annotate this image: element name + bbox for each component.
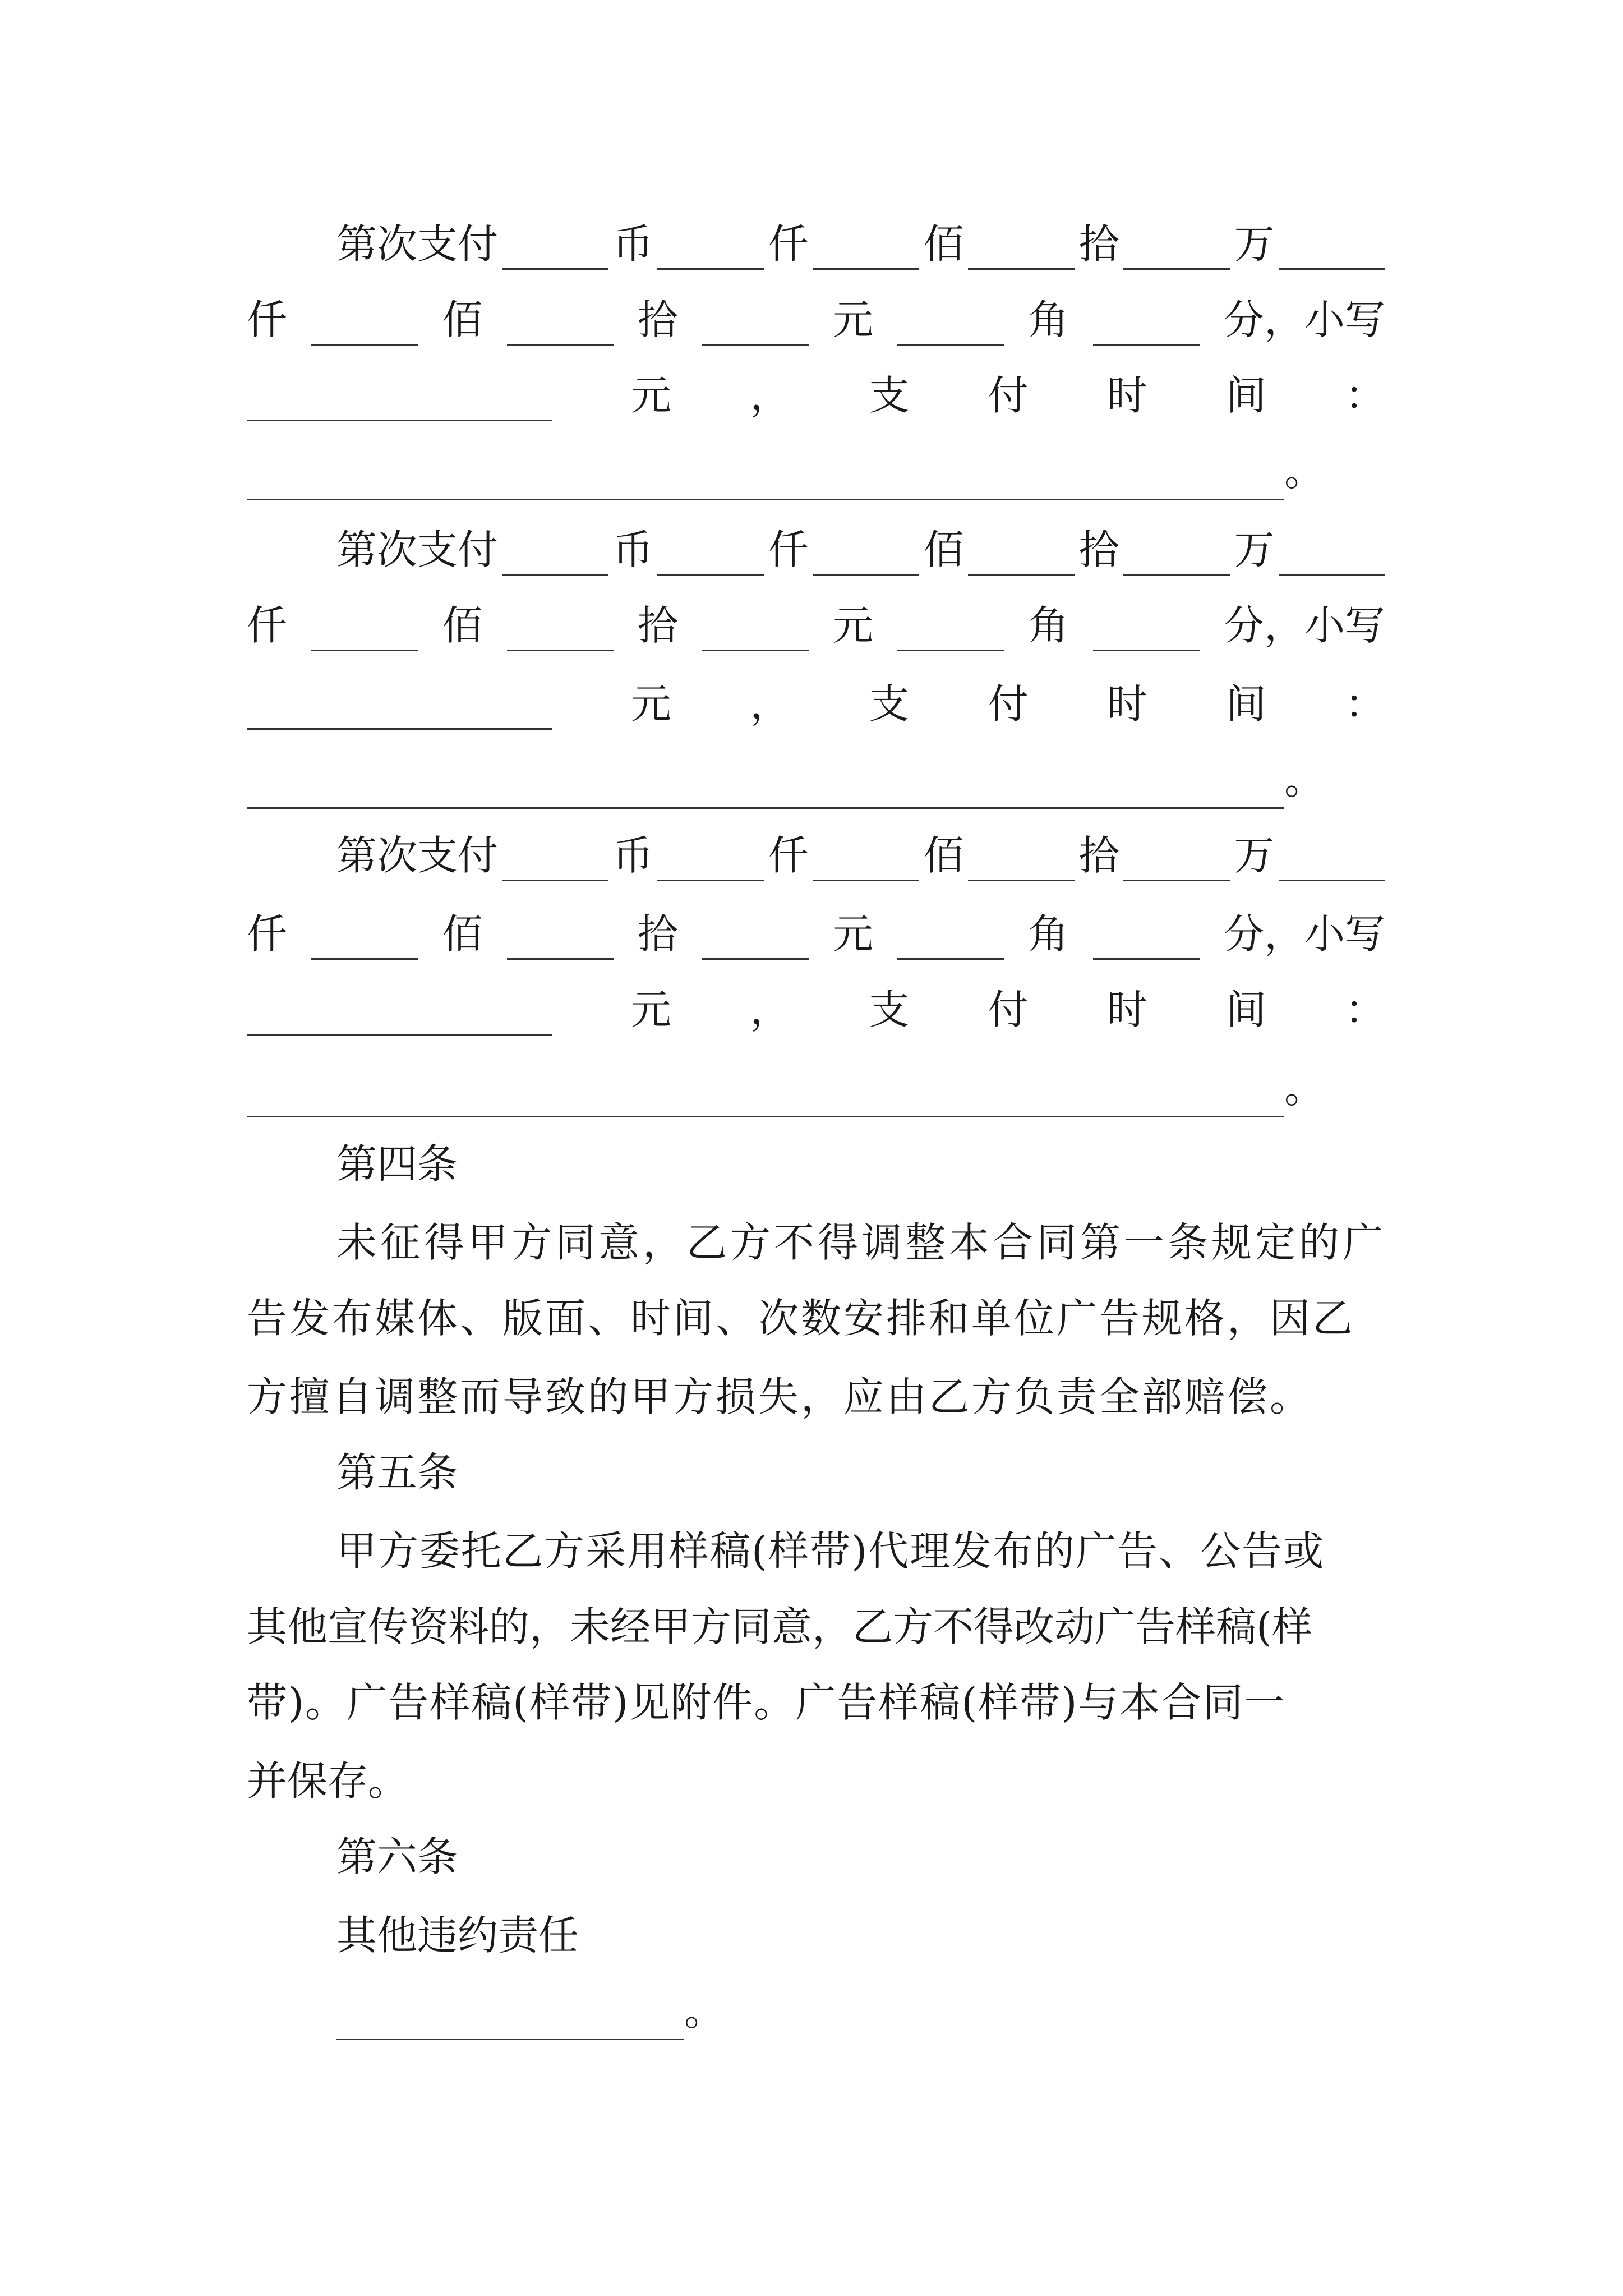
payment-3-line-2 [247, 900, 1385, 968]
unit-label: 元 [833, 910, 874, 958]
unit-label: 佰 [923, 832, 964, 879]
label-char: 时 [1106, 372, 1147, 419]
article-6-line [336, 1977, 1385, 2045]
payment-1-line-3 [247, 362, 1385, 429]
article-5-line-4 [247, 1747, 1385, 1815]
unit-label: 元 [631, 680, 672, 728]
unit-label: 拾 [637, 602, 678, 649]
article-4-line-3 [247, 1363, 1385, 1430]
unit-label: 万 [1234, 832, 1275, 879]
amount-blank[interactable] [897, 584, 1004, 651]
unit-label: 元 [833, 602, 874, 649]
amount-blank[interactable] [311, 584, 418, 651]
amount-blank[interactable] [1093, 278, 1200, 346]
amount-blank[interactable] [813, 508, 919, 576]
period: 。 [1284, 756, 1325, 803]
unit-label: 分，小写 [1223, 602, 1385, 649]
label-char: 付 [988, 680, 1029, 728]
amount-blank[interactable] [1093, 892, 1200, 960]
amount-blank[interactable] [1123, 508, 1230, 576]
amount-blank[interactable] [702, 584, 809, 651]
amount-blank[interactable] [702, 278, 809, 346]
amount-blank[interactable] [968, 508, 1075, 576]
unit-label: 佰 [923, 526, 964, 573]
label-char: 支 [869, 372, 910, 419]
amount-blank[interactable] [502, 508, 608, 576]
label-char: 间 [1225, 680, 1266, 728]
amount-blank[interactable] [813, 814, 919, 881]
amount-blank[interactable] [702, 892, 809, 960]
label-char: 间 [1225, 986, 1266, 1033]
period: 。 [1284, 448, 1325, 495]
punctuation: ： [1344, 680, 1385, 728]
unit-label: 仟 [247, 602, 288, 649]
payment-3-line-3 [247, 976, 1385, 1043]
article-4-text: 未征得甲方同意，乙方不得调整本合同第一条规定的广 [336, 1219, 1387, 1266]
label-char: 付 [988, 372, 1029, 419]
payment-3-line-4 [247, 1055, 1385, 1122]
article-4-text: 方擅自调整而导致的甲方损失，应由乙方负责全部赔偿。 [247, 1373, 1313, 1420]
punctuation: ， [750, 680, 791, 728]
lowercase-amount-blank[interactable] [247, 662, 552, 730]
amount-blank[interactable] [507, 892, 614, 960]
payment-time-blank[interactable] [247, 742, 1284, 809]
amount-blank[interactable] [311, 278, 418, 346]
payment-time-blank[interactable] [247, 433, 1284, 500]
unit-label: 佰 [442, 296, 483, 343]
punctuation: ： [1344, 372, 1385, 419]
amount-blank[interactable] [311, 892, 418, 960]
unit-label: 角 [1028, 910, 1069, 958]
amount-blank[interactable] [1279, 814, 1385, 881]
unit-label: 币 [612, 832, 653, 879]
amount-blank[interactable] [657, 814, 764, 881]
unit-label: 拾 [1078, 526, 1119, 573]
amount-blank[interactable] [657, 508, 764, 576]
label-char: 时 [1106, 986, 1147, 1033]
unit-label: 拾 [1078, 220, 1119, 268]
article-4-heading: 第四条 [336, 1140, 458, 1188]
amount-blank[interactable] [968, 814, 1075, 881]
amount-blank[interactable] [897, 278, 1004, 346]
unit-label: 拾 [1078, 832, 1119, 879]
amount-blank[interactable] [1279, 508, 1385, 576]
unit-label: 拾 [637, 296, 678, 343]
unit-label: 分，小写 [1223, 296, 1385, 343]
unit-label: 佰 [923, 220, 964, 268]
article-5-text: 其他宣传资料的，未经甲方同意，乙方不得改动广告样稿(样 [247, 1603, 1313, 1650]
unit-label: 佰 [442, 910, 483, 958]
payment-1-line-1 [336, 210, 1385, 278]
amount-blank[interactable] [507, 278, 614, 346]
payment-lead: 第次支付 [336, 220, 499, 268]
punctuation: ， [750, 986, 791, 1033]
unit-label: 万 [1234, 526, 1275, 573]
payment-2-line-1 [336, 516, 1385, 583]
payment-time-blank[interactable] [247, 1050, 1284, 1117]
label-char: 支 [869, 986, 910, 1033]
payment-3-line-1 [336, 822, 1385, 889]
amount-blank[interactable] [1123, 203, 1230, 270]
payment-2-line-3 [247, 670, 1385, 738]
unit-label: 仟 [247, 910, 288, 958]
article-6-heading: 第六条 [336, 1833, 458, 1880]
amount-blank[interactable] [657, 203, 764, 270]
unit-label: 拾 [637, 910, 678, 958]
article-5-text: 甲方委托乙方采用样稿(样带)代理发布的广告、公告或 [336, 1527, 1325, 1575]
unit-label: 佰 [442, 602, 483, 649]
amount-blank[interactable] [1123, 814, 1230, 881]
unit-label: 仟 [768, 220, 809, 268]
amount-blank[interactable] [1279, 203, 1385, 270]
amount-blank[interactable] [1093, 584, 1200, 651]
punctuation: ， [750, 372, 791, 419]
punctuation: ： [1344, 986, 1385, 1033]
label-char: 间 [1225, 372, 1266, 419]
amount-blank[interactable] [502, 814, 608, 881]
payment-lead: 第次支付 [336, 832, 499, 879]
amount-blank[interactable] [968, 203, 1075, 270]
unit-label: 元 [631, 372, 672, 419]
payment-2-line-4 [247, 746, 1385, 813]
unit-label: 元 [833, 296, 874, 343]
label-char: 时 [1106, 680, 1147, 728]
article-5-line-3 [247, 1669, 1385, 1736]
unit-label: 仟 [768, 832, 809, 879]
unit-label: 角 [1028, 602, 1069, 649]
article-4-line-2 [247, 1285, 1385, 1352]
other-liability-blank[interactable] [336, 1973, 684, 2040]
article-4-text: 告发布媒体、版面、时间、次数安排和单位广告规格，因乙 [247, 1295, 1355, 1342]
unit-label: 分，小写 [1223, 910, 1385, 958]
unit-label: 万 [1234, 220, 1275, 268]
lowercase-amount-blank[interactable] [247, 354, 552, 421]
period: 。 [1284, 1065, 1325, 1112]
unit-label: 元 [631, 986, 672, 1033]
label-char: 支 [869, 680, 910, 728]
article-6-subheading: 其他违约责任 [336, 1912, 579, 1959]
unit-label: 角 [1028, 296, 1069, 343]
amount-blank[interactable] [813, 203, 919, 270]
period: 。 [684, 1987, 725, 2035]
amount-blank[interactable] [502, 203, 608, 270]
lowercase-amount-blank[interactable] [247, 968, 552, 1036]
payment-lead: 第次支付 [336, 526, 499, 573]
article-5-line-2 [247, 1593, 1385, 1660]
payment-2-line-2 [247, 592, 1385, 659]
payment-1-line-2 [247, 286, 1385, 353]
label-char: 付 [988, 986, 1029, 1033]
unit-label: 仟 [247, 296, 288, 343]
article-5-heading: 第五条 [336, 1449, 458, 1496]
article-5-text: 带)。广告样稿(样带)见附件。广告样稿(样带)与本合同一 [247, 1679, 1286, 1726]
article-4-line-1 [336, 1209, 1385, 1276]
article-5-text: 并保存。 [247, 1757, 409, 1805]
payment-1-line-4 [247, 438, 1385, 505]
unit-label: 币 [612, 220, 653, 268]
unit-label: 币 [612, 526, 653, 573]
article-5-line-1 [336, 1517, 1385, 1585]
amount-blank[interactable] [897, 892, 1004, 960]
amount-blank[interactable] [507, 584, 614, 651]
unit-label: 仟 [768, 526, 809, 573]
